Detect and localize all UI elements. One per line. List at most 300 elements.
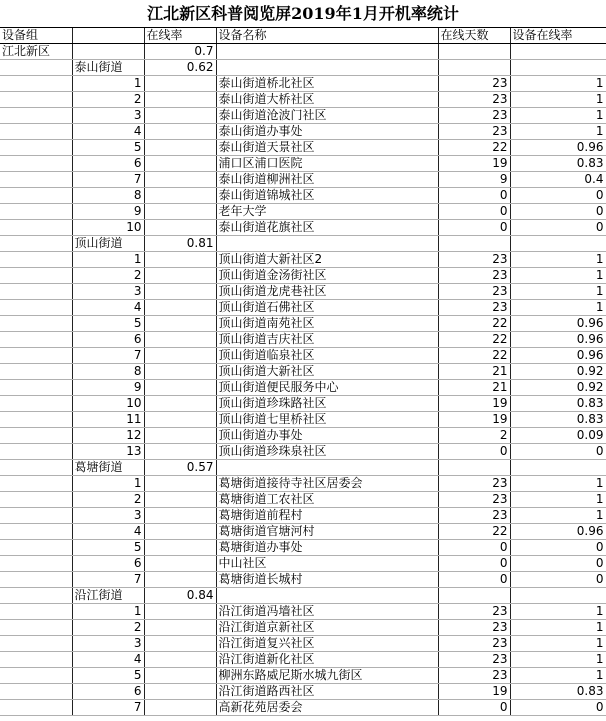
device-online-rate[interactable]: 0 — [510, 188, 606, 204]
device-online-rate[interactable]: 1 — [510, 636, 606, 652]
device-row — [0, 348, 606, 364]
device-online-rate[interactable]: 0.92 — [510, 364, 606, 380]
device-online-days[interactable]: 0 — [438, 700, 510, 716]
device-name[interactable]: 沿江街道新化社区 — [216, 652, 438, 668]
device-row — [0, 700, 606, 716]
street-rate[interactable]: 0.81 — [144, 236, 216, 252]
cell[interactable] — [438, 236, 510, 252]
device-name[interactable]: 顶山街道龙虎巷社区 — [216, 284, 438, 300]
device-name[interactable]: 沿江街道京新社区 — [216, 620, 438, 636]
device-name[interactable]: 葛塘街道官塘河村 — [216, 524, 438, 540]
device-name[interactable]: 顶山街道办事处 — [216, 428, 438, 444]
street-row — [0, 588, 606, 604]
device-name[interactable]: 顶山街道金汤街社区 — [216, 268, 438, 284]
cell[interactable] — [510, 588, 606, 604]
device-online-days[interactable]: 19 — [438, 684, 510, 700]
device-online-days[interactable]: 0 — [438, 540, 510, 556]
cell[interactable] — [144, 252, 216, 268]
cell[interactable] — [0, 172, 72, 188]
cell[interactable] — [510, 44, 606, 60]
device-number[interactable]: 2 — [72, 268, 144, 284]
cell[interactable] — [0, 492, 72, 508]
cell[interactable] — [144, 284, 216, 300]
cell[interactable] — [0, 700, 72, 716]
device-row — [0, 364, 606, 380]
cell[interactable] — [0, 476, 72, 492]
cell[interactable] — [0, 620, 72, 636]
device-online-days[interactable]: 21 — [438, 364, 510, 380]
device-name[interactable]: 泰山街道桥北社区 — [216, 76, 438, 92]
device-name[interactable]: 顶山街道珍珠泉社区 — [216, 444, 438, 460]
device-online-rate[interactable]: 0 — [510, 700, 606, 716]
street-rate[interactable]: 0.62 — [144, 60, 216, 76]
device-online-rate[interactable]: 1 — [510, 668, 606, 684]
device-number[interactable]: 3 — [72, 508, 144, 524]
device-online-days[interactable]: 0 — [438, 220, 510, 236]
device-online-days[interactable]: 23 — [438, 636, 510, 652]
device-online-days[interactable]: 23 — [438, 300, 510, 316]
device-online-rate[interactable]: 0 — [510, 572, 606, 588]
device-name[interactable]: 老年大学 — [216, 204, 438, 220]
device-row — [0, 220, 606, 236]
cell[interactable] — [144, 364, 216, 380]
device-online-days[interactable]: 23 — [438, 604, 510, 620]
device-online-rate[interactable]: 0.96 — [510, 332, 606, 348]
device-row — [0, 540, 606, 556]
device-online-days[interactable]: 22 — [438, 348, 510, 364]
cell[interactable] — [0, 556, 72, 572]
device-row — [0, 604, 606, 620]
cell[interactable] — [510, 60, 606, 76]
street-row — [0, 460, 606, 476]
street-rate[interactable]: 0.57 — [144, 460, 216, 476]
street-row — [0, 236, 606, 252]
cell[interactable] — [0, 108, 72, 124]
device-online-days[interactable]: 23 — [438, 668, 510, 684]
device-row — [0, 124, 606, 140]
sheet-title: 江北新区科普阅览屏2019年1月开机率统计 — [0, 0, 606, 28]
cell[interactable] — [144, 652, 216, 668]
cell[interactable] — [144, 700, 216, 716]
device-name[interactable]: 葛塘街道前程村 — [216, 508, 438, 524]
cell[interactable] — [0, 396, 72, 412]
device-number[interactable]: 9 — [72, 380, 144, 396]
device-row — [0, 444, 606, 460]
device-online-rate[interactable]: 0.96 — [510, 316, 606, 332]
device-name[interactable]: 高新花苑居委会 — [216, 700, 438, 716]
device-online-rate[interactable]: 0.83 — [510, 412, 606, 428]
cell[interactable] — [144, 636, 216, 652]
cell[interactable] — [144, 220, 216, 236]
device-name[interactable]: 沿江街道路西社区 — [216, 684, 438, 700]
cell[interactable] — [0, 140, 72, 156]
device-name[interactable]: 柳洲东路威尼斯水城九街区 — [216, 668, 438, 684]
region-rate[interactable]: 0.7 — [144, 44, 216, 60]
device-number[interactable]: 5 — [72, 540, 144, 556]
device-online-rate[interactable]: 0.96 — [510, 348, 606, 364]
device-name[interactable]: 葛塘街道长城村 — [216, 572, 438, 588]
device-online-rate[interactable]: 1 — [510, 124, 606, 140]
device-online-days[interactable]: 23 — [438, 476, 510, 492]
device-row — [0, 188, 606, 204]
header-online-days[interactable]: 在线天数 — [438, 28, 510, 44]
header-rate[interactable]: 在线率 — [144, 28, 216, 44]
cell[interactable] — [438, 60, 510, 76]
device-row — [0, 156, 606, 172]
device-number[interactable]: 10 — [72, 220, 144, 236]
device-online-days[interactable]: 23 — [438, 252, 510, 268]
device-row — [0, 492, 606, 508]
device-online-days[interactable]: 2 — [438, 428, 510, 444]
device-name[interactable]: 葛塘街道接待寺社区居委会 — [216, 476, 438, 492]
cell[interactable] — [144, 172, 216, 188]
device-number[interactable]: 1 — [72, 252, 144, 268]
device-online-days[interactable]: 0 — [438, 556, 510, 572]
device-online-days[interactable]: 23 — [438, 76, 510, 92]
cell[interactable] — [216, 44, 438, 60]
cell[interactable] — [144, 492, 216, 508]
cell[interactable] — [144, 556, 216, 572]
region-row — [0, 44, 606, 60]
device-name[interactable]: 葛塘街道工农社区 — [216, 492, 438, 508]
device-number[interactable]: 8 — [72, 188, 144, 204]
cell[interactable] — [144, 300, 216, 316]
device-online-rate[interactable]: 0.83 — [510, 396, 606, 412]
device-number[interactable]: 1 — [72, 604, 144, 620]
device-online-days[interactable]: 23 — [438, 508, 510, 524]
device-number[interactable]: 5 — [72, 316, 144, 332]
cell[interactable] — [0, 540, 72, 556]
device-online-days[interactable]: 22 — [438, 524, 510, 540]
device-online-rate[interactable]: 1 — [510, 508, 606, 524]
cell[interactable] — [144, 604, 216, 620]
device-online-rate[interactable]: 1 — [510, 92, 606, 108]
device-row — [0, 172, 606, 188]
device-row — [0, 284, 606, 300]
street-rate[interactable]: 0.84 — [144, 588, 216, 604]
device-online-days[interactable]: 23 — [438, 492, 510, 508]
device-name[interactable]: 葛塘街道办事处 — [216, 540, 438, 556]
device-name[interactable]: 泰山街道天景社区 — [216, 140, 438, 156]
cell[interactable] — [0, 156, 72, 172]
device-online-rate[interactable]: 0 — [510, 220, 606, 236]
device-number[interactable]: 1 — [72, 476, 144, 492]
cell[interactable] — [144, 124, 216, 140]
device-row — [0, 428, 606, 444]
cell[interactable] — [510, 236, 606, 252]
device-name[interactable]: 泰山街道花旗社区 — [216, 220, 438, 236]
cell[interactable] — [0, 428, 72, 444]
cell[interactable] — [144, 668, 216, 684]
device-number[interactable]: 7 — [72, 348, 144, 364]
device-number[interactable]: 1 — [72, 76, 144, 92]
device-online-days[interactable]: 23 — [438, 620, 510, 636]
cell[interactable] — [0, 412, 72, 428]
device-online-rate[interactable]: 0.96 — [510, 140, 606, 156]
cell[interactable] — [0, 316, 72, 332]
cell[interactable] — [72, 44, 144, 60]
device-online-rate[interactable]: 1 — [510, 284, 606, 300]
device-online-days[interactable]: 0 — [438, 444, 510, 460]
device-number[interactable]: 4 — [72, 652, 144, 668]
device-number[interactable]: 6 — [72, 556, 144, 572]
device-online-rate[interactable]: 0.96 — [510, 524, 606, 540]
device-name[interactable]: 顶山街道大新社区 — [216, 364, 438, 380]
street-name[interactable]: 沿江街道 — [72, 588, 144, 604]
device-online-days[interactable]: 19 — [438, 412, 510, 428]
device-online-days[interactable]: 21 — [438, 380, 510, 396]
device-row — [0, 476, 606, 492]
cell[interactable] — [0, 348, 72, 364]
cell[interactable] — [510, 460, 606, 476]
device-row — [0, 380, 606, 396]
device-row — [0, 652, 606, 668]
device-online-days[interactable]: 0 — [438, 204, 510, 220]
device-online-days[interactable]: 23 — [438, 652, 510, 668]
device-name[interactable]: 顶山街道七里桥社区 — [216, 412, 438, 428]
cell[interactable] — [438, 588, 510, 604]
cell[interactable] — [144, 476, 216, 492]
cell[interactable] — [144, 316, 216, 332]
cell[interactable] — [0, 76, 72, 92]
cell[interactable] — [144, 140, 216, 156]
device-number[interactable]: 4 — [72, 124, 144, 140]
device-online-rate[interactable]: 1 — [510, 76, 606, 92]
cell[interactable] — [144, 508, 216, 524]
header-empty[interactable] — [72, 28, 144, 44]
device-online-rate[interactable]: 0.83 — [510, 156, 606, 172]
device-row — [0, 636, 606, 652]
cell[interactable] — [216, 588, 438, 604]
device-row — [0, 668, 606, 684]
device-number[interactable]: 6 — [72, 156, 144, 172]
device-row — [0, 316, 606, 332]
device-row — [0, 252, 606, 268]
cell[interactable] — [0, 188, 72, 204]
device-online-days[interactable]: 19 — [438, 396, 510, 412]
cell[interactable] — [144, 572, 216, 588]
device-number[interactable]: 7 — [72, 572, 144, 588]
cell[interactable] — [438, 460, 510, 476]
device-number[interactable]: 5 — [72, 140, 144, 156]
device-online-days[interactable]: 22 — [438, 332, 510, 348]
device-row — [0, 620, 606, 636]
device-number[interactable]: 2 — [72, 620, 144, 636]
device-online-days[interactable]: 0 — [438, 572, 510, 588]
cell[interactable] — [144, 76, 216, 92]
device-online-rate[interactable]: 0 — [510, 444, 606, 460]
cell[interactable] — [144, 540, 216, 556]
device-online-rate[interactable]: 1 — [510, 108, 606, 124]
cell[interactable] — [0, 636, 72, 652]
device-name[interactable]: 顶山街道吉庆社区 — [216, 332, 438, 348]
device-row — [0, 396, 606, 412]
cell[interactable] — [144, 428, 216, 444]
cell[interactable] — [0, 124, 72, 140]
device-row — [0, 412, 606, 428]
cell[interactable] — [144, 684, 216, 700]
device-online-days[interactable]: 23 — [438, 92, 510, 108]
device-row — [0, 204, 606, 220]
device-row — [0, 524, 606, 540]
cell[interactable] — [0, 60, 72, 76]
device-number[interactable]: 4 — [72, 524, 144, 540]
device-row — [0, 572, 606, 588]
device-row — [0, 332, 606, 348]
cell[interactable] — [0, 588, 72, 604]
device-number[interactable]: 11 — [72, 412, 144, 428]
cell[interactable] — [0, 684, 72, 700]
cell[interactable] — [0, 508, 72, 524]
device-number[interactable]: 2 — [72, 92, 144, 108]
device-online-days[interactable]: 9 — [438, 172, 510, 188]
cell[interactable] — [144, 268, 216, 284]
cell[interactable] — [0, 524, 72, 540]
device-online-days[interactable]: 23 — [438, 108, 510, 124]
device-online-days[interactable]: 23 — [438, 124, 510, 140]
device-name[interactable]: 顶山街道珍珠路社区 — [216, 396, 438, 412]
device-number[interactable]: 6 — [72, 684, 144, 700]
device-number[interactable]: 8 — [72, 364, 144, 380]
device-row — [0, 140, 606, 156]
cell[interactable] — [144, 332, 216, 348]
device-online-days[interactable]: 0 — [438, 188, 510, 204]
cell[interactable] — [0, 220, 72, 236]
cell[interactable] — [0, 460, 72, 476]
cell[interactable] — [0, 252, 72, 268]
device-online-rate[interactable]: 0.83 — [510, 684, 606, 700]
device-name[interactable]: 沿江街道复兴社区 — [216, 636, 438, 652]
device-number[interactable]: 13 — [72, 444, 144, 460]
device-name[interactable]: 泰山街道锦城社区 — [216, 188, 438, 204]
device-number[interactable]: 7 — [72, 700, 144, 716]
cell[interactable] — [144, 92, 216, 108]
cell[interactable] — [144, 108, 216, 124]
device-online-days[interactable]: 22 — [438, 316, 510, 332]
device-online-rate[interactable]: 1 — [510, 620, 606, 636]
device-row — [0, 76, 606, 92]
cell[interactable] — [0, 668, 72, 684]
device-online-rate[interactable]: 1 — [510, 652, 606, 668]
device-online-rate[interactable]: 1 — [510, 476, 606, 492]
cell[interactable] — [0, 204, 72, 220]
device-name[interactable]: 中山社区 — [216, 556, 438, 572]
street-name[interactable]: 顶山街道 — [72, 236, 144, 252]
device-number[interactable]: 5 — [72, 668, 144, 684]
device-name[interactable]: 泰山街道大桥社区 — [216, 92, 438, 108]
cell[interactable] — [0, 300, 72, 316]
cell[interactable] — [0, 268, 72, 284]
device-row — [0, 108, 606, 124]
device-online-rate[interactable]: 1 — [510, 252, 606, 268]
device-online-rate[interactable]: 1 — [510, 300, 606, 316]
device-number[interactable]: 9 — [72, 204, 144, 220]
device-name[interactable]: 顶山街道临泉社区 — [216, 348, 438, 364]
cell[interactable] — [144, 204, 216, 220]
street-row — [0, 60, 606, 76]
cell[interactable] — [0, 380, 72, 396]
device-online-days[interactable]: 23 — [438, 284, 510, 300]
device-name[interactable]: 浦口区浦口医院 — [216, 156, 438, 172]
cell[interactable] — [144, 380, 216, 396]
device-online-rate[interactable]: 1 — [510, 268, 606, 284]
device-number[interactable]: 7 — [72, 172, 144, 188]
cell[interactable] — [144, 524, 216, 540]
device-number[interactable]: 3 — [72, 636, 144, 652]
header-device-rate[interactable]: 设备在线率 — [510, 28, 606, 44]
cell[interactable] — [144, 188, 216, 204]
device-row — [0, 556, 606, 572]
cell[interactable] — [0, 364, 72, 380]
cell[interactable] — [0, 284, 72, 300]
device-online-rate[interactable]: 1 — [510, 604, 606, 620]
cell[interactable] — [144, 396, 216, 412]
device-online-days[interactable]: 23 — [438, 268, 510, 284]
cell[interactable] — [0, 444, 72, 460]
device-online-rate[interactable]: 0 — [510, 204, 606, 220]
header-row — [0, 28, 606, 44]
device-number[interactable]: 3 — [72, 284, 144, 300]
device-row — [0, 684, 606, 700]
cell[interactable] — [0, 652, 72, 668]
cell[interactable] — [144, 412, 216, 428]
device-name[interactable]: 沿江街道冯墙社区 — [216, 604, 438, 620]
device-online-rate[interactable]: 0.92 — [510, 380, 606, 396]
device-online-rate[interactable]: 1 — [510, 492, 606, 508]
device-online-days[interactable]: 19 — [438, 156, 510, 172]
device-name[interactable]: 泰山街道沧波门社区 — [216, 108, 438, 124]
device-number[interactable]: 10 — [72, 396, 144, 412]
device-online-rate[interactable]: 0.4 — [510, 172, 606, 188]
cell[interactable] — [216, 460, 438, 476]
device-name[interactable]: 顶山街道大新社区2 — [216, 252, 438, 268]
device-number[interactable]: 12 — [72, 428, 144, 444]
device-name[interactable]: 顶山街道石佛社区 — [216, 300, 438, 316]
device-name[interactable]: 泰山街道办事处 — [216, 124, 438, 140]
cell[interactable] — [144, 620, 216, 636]
cell[interactable] — [144, 156, 216, 172]
device-online-rate[interactable]: 0 — [510, 540, 606, 556]
header-device-name[interactable]: 设备名称 — [216, 28, 438, 44]
device-number[interactable]: 2 — [72, 492, 144, 508]
cell[interactable] — [216, 60, 438, 76]
device-online-days[interactable]: 22 — [438, 140, 510, 156]
cell[interactable] — [216, 236, 438, 252]
device-online-rate[interactable]: 0 — [510, 556, 606, 572]
cell[interactable] — [0, 572, 72, 588]
device-name[interactable]: 顶山街道南苑社区 — [216, 316, 438, 332]
device-row — [0, 92, 606, 108]
cell[interactable] — [144, 444, 216, 460]
cell[interactable] — [438, 44, 510, 60]
device-online-rate[interactable]: 0.09 — [510, 428, 606, 444]
device-name[interactable]: 顶山街道便民服务中心 — [216, 380, 438, 396]
header-group[interactable]: 设备组 — [0, 28, 72, 44]
device-number[interactable]: 3 — [72, 108, 144, 124]
street-name[interactable]: 泰山街道 — [72, 60, 144, 76]
device-name[interactable]: 泰山街道柳洲社区 — [216, 172, 438, 188]
device-row — [0, 268, 606, 284]
cell[interactable] — [0, 236, 72, 252]
street-name[interactable]: 葛塘街道 — [72, 460, 144, 476]
cell[interactable] — [0, 604, 72, 620]
device-number[interactable]: 4 — [72, 300, 144, 316]
cell[interactable] — [0, 92, 72, 108]
cell[interactable] — [144, 348, 216, 364]
device-number[interactable]: 6 — [72, 332, 144, 348]
region-name[interactable]: 江北新区 — [0, 44, 72, 60]
cell[interactable] — [0, 332, 72, 348]
